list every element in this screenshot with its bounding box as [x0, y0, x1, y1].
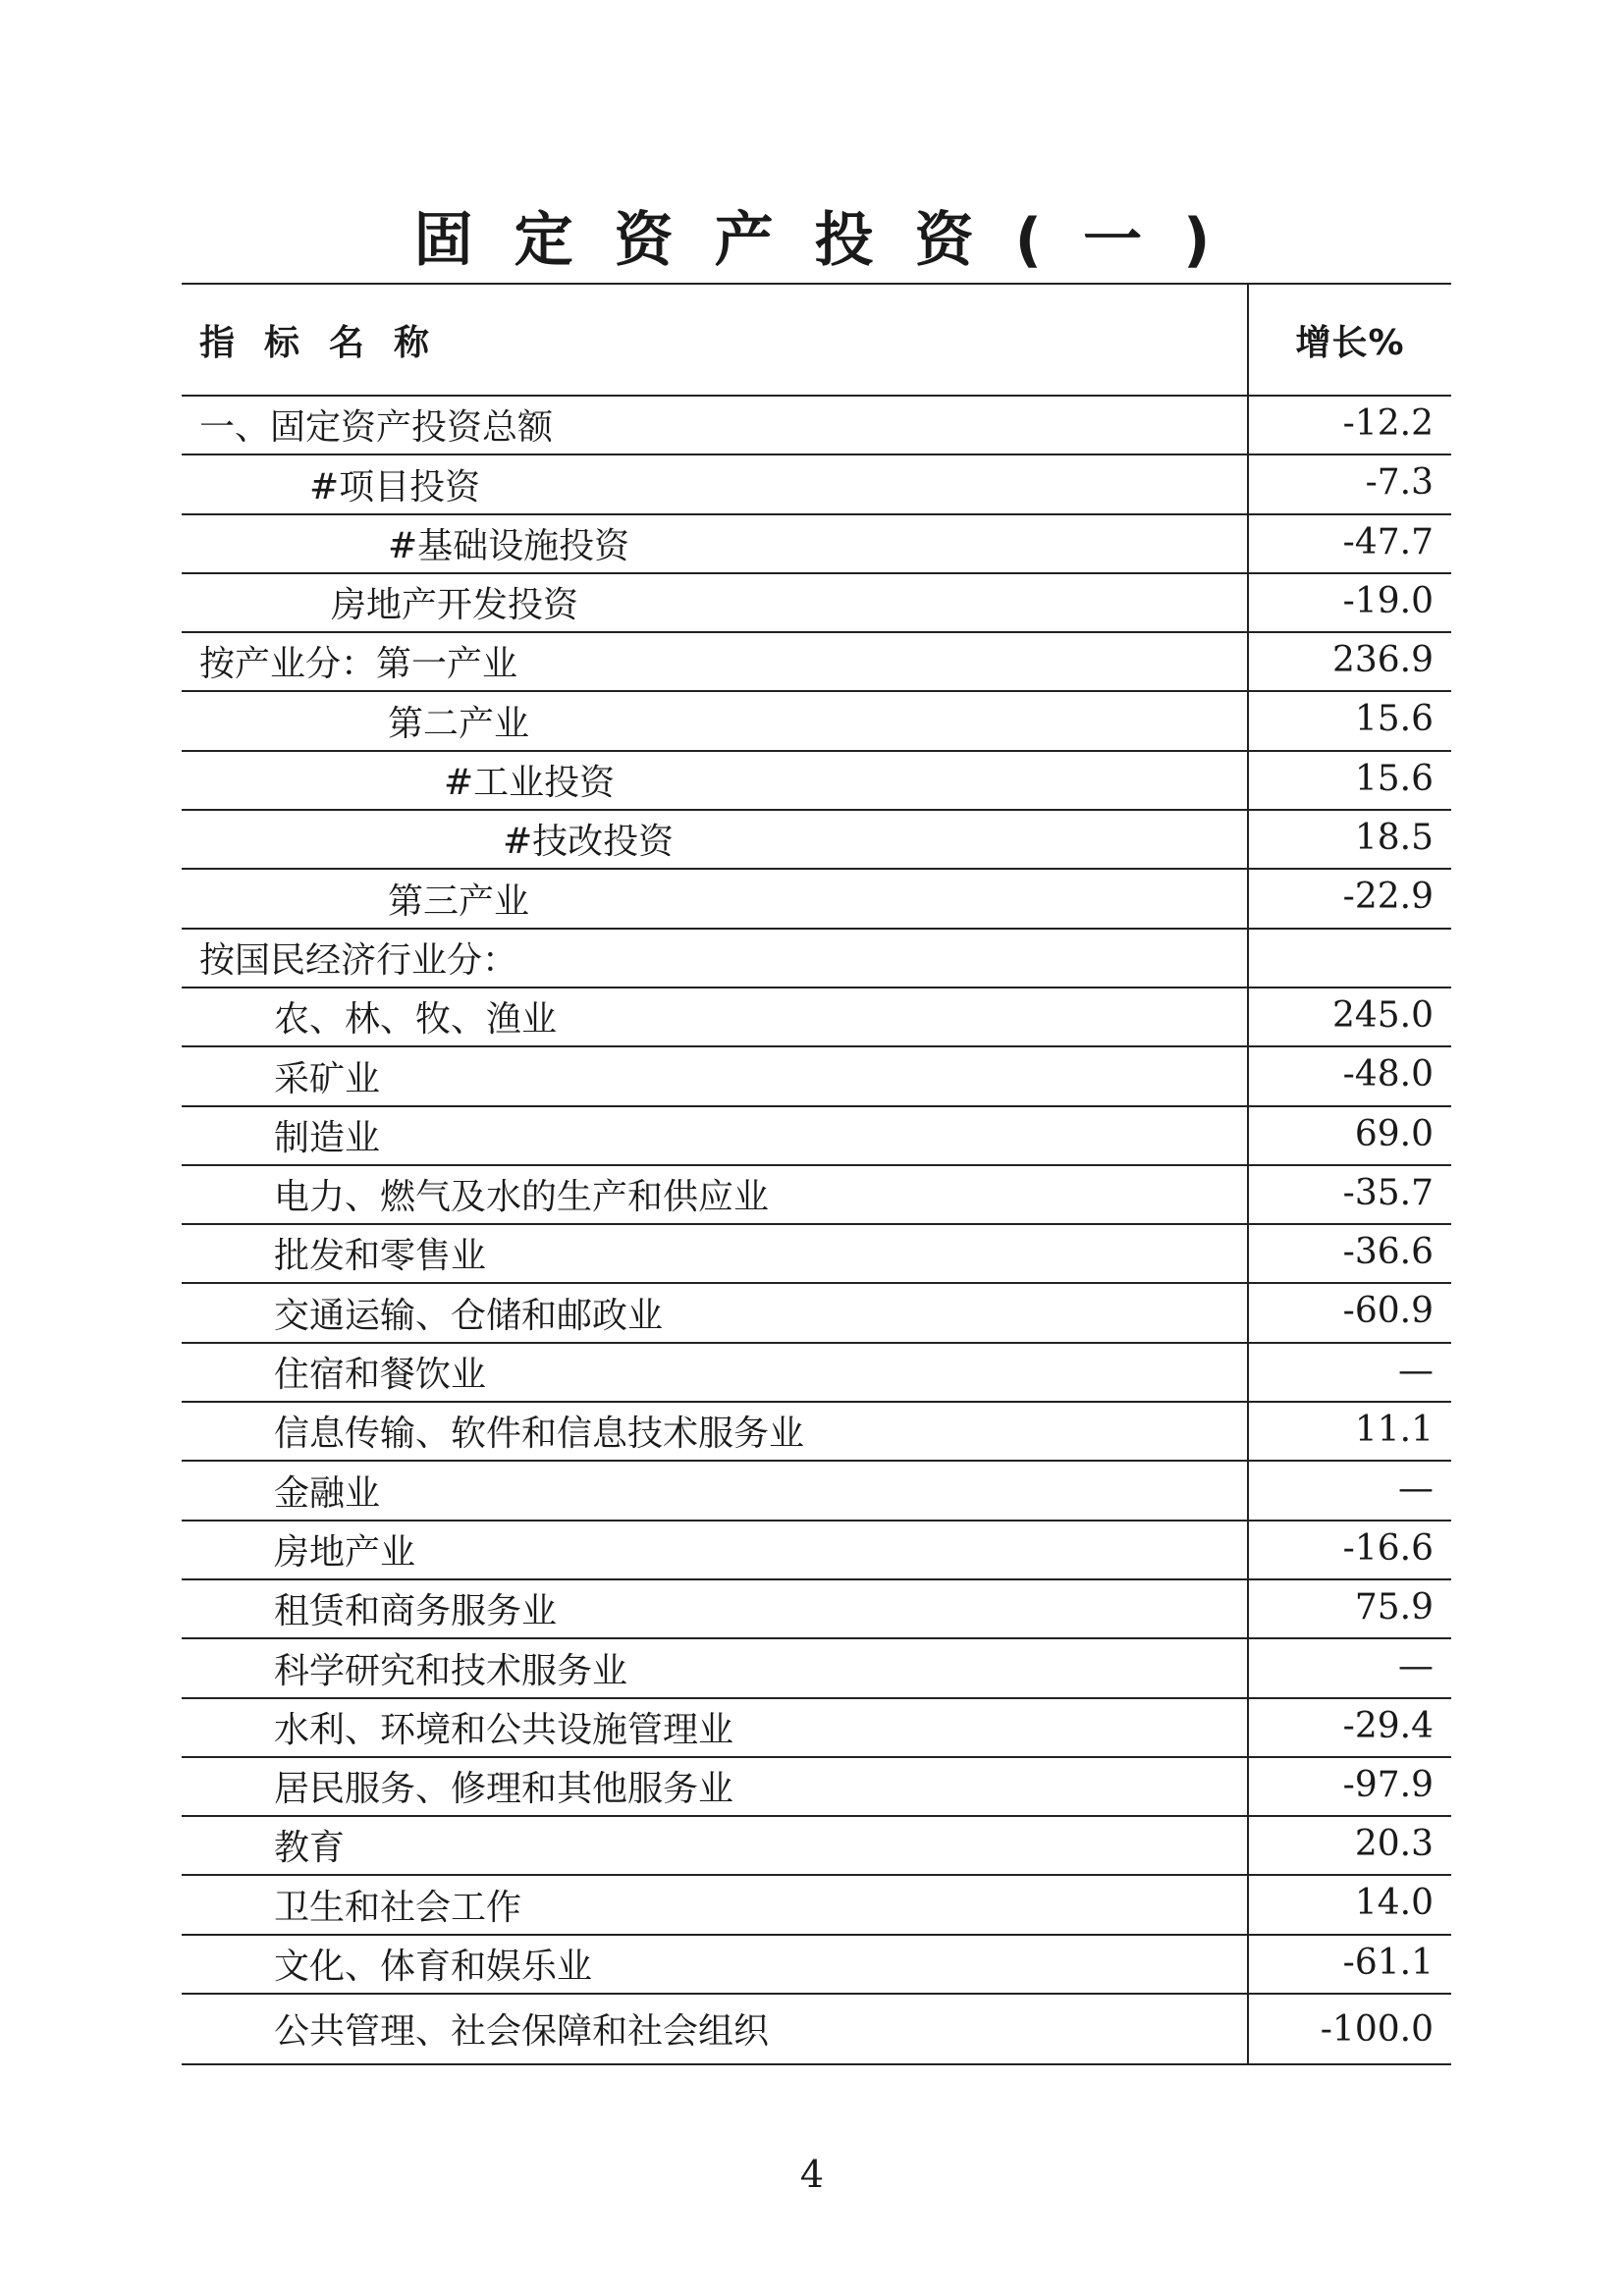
- row-growth-value: -29.4: [1248, 1698, 1451, 1757]
- page-title: 固定资产投资(一): [413, 206, 1252, 275]
- table-row: [182, 1224, 1451, 1283]
- row-growth-value: -97.9: [1248, 1757, 1451, 1816]
- table-row: [182, 988, 1451, 1046]
- row-growth-value: 20.3: [1248, 1816, 1451, 1875]
- table-row: [182, 1343, 1451, 1402]
- row-label: 按产业分：第一产业: [182, 632, 1248, 691]
- table-row: [182, 1935, 1451, 1994]
- table-row: [182, 514, 1451, 573]
- row-label: 信息传输、软件和信息技术服务业: [182, 1402, 1248, 1461]
- table-row: [182, 632, 1451, 691]
- row-label: 农、林、牧、渔业: [182, 988, 1248, 1046]
- row-growth-value: 18.5: [1248, 810, 1451, 869]
- row-label: #技改投资: [182, 810, 1248, 869]
- row-growth-value: -36.6: [1248, 1224, 1451, 1283]
- row-label: #基础设施投资: [182, 514, 1248, 573]
- row-label: 公共管理、社会保障和社会组织: [182, 1994, 1248, 2064]
- row-growth-value: -7.3: [1248, 454, 1451, 513]
- row-label: 制造业: [182, 1106, 1248, 1165]
- row-label: 居民服务、修理和其他服务业: [182, 1757, 1248, 1816]
- row-growth-value: 11.1: [1248, 1402, 1451, 1461]
- table-row: [182, 1402, 1451, 1461]
- table-row: [182, 751, 1451, 810]
- table-row: [182, 1638, 1451, 1697]
- row-label: 第三产业: [182, 869, 1248, 928]
- row-label: 住宿和餐饮业: [182, 1343, 1248, 1402]
- row-growth-value: 14.0: [1248, 1875, 1451, 1934]
- row-growth-value: 236.9: [1248, 632, 1451, 691]
- table-row: [182, 396, 1451, 454]
- row-label: 卫生和社会工作: [182, 1875, 1248, 1934]
- row-label: #工业投资: [182, 751, 1248, 810]
- page-number: 4: [799, 2153, 825, 2196]
- investment-table: [182, 283, 1451, 2065]
- row-label: 批发和零售业: [182, 1224, 1248, 1283]
- row-label: 文化、体育和娱乐业: [182, 1935, 1248, 1994]
- table-row: [182, 1106, 1451, 1165]
- row-growth-value: 15.6: [1248, 751, 1451, 810]
- row-growth-value: -35.7: [1248, 1165, 1451, 1224]
- row-growth-value: [1248, 929, 1451, 988]
- row-growth-value: -16.6: [1248, 1521, 1451, 1579]
- table-row: [182, 1757, 1451, 1816]
- table-row: [182, 1283, 1451, 1342]
- row-growth-value: —: [1248, 1343, 1451, 1402]
- row-growth-value: -100.0: [1248, 1994, 1451, 2064]
- row-growth-value: -60.9: [1248, 1283, 1451, 1342]
- table-row: [182, 1461, 1451, 1520]
- table-row: [182, 454, 1451, 513]
- table-row: [182, 573, 1451, 632]
- row-label: 按国民经济行业分：: [182, 929, 1248, 988]
- row-label: 交通运输、仓储和邮政业: [182, 1283, 1248, 1342]
- row-growth-value: —: [1248, 1461, 1451, 1520]
- row-growth-value: -61.1: [1248, 1935, 1451, 1994]
- row-growth-value: —: [1248, 1638, 1451, 1697]
- table-row: [182, 691, 1451, 750]
- table-row: [182, 1579, 1451, 1638]
- row-growth-value: 69.0: [1248, 1106, 1451, 1165]
- row-label: 房地产开发投资: [182, 573, 1248, 632]
- row-label: #项目投资: [182, 454, 1248, 513]
- table-header-row: [182, 284, 1451, 396]
- table-row: [182, 810, 1451, 869]
- row-growth-value: -12.2: [1248, 396, 1451, 454]
- row-growth-value: -48.0: [1248, 1046, 1451, 1105]
- row-label: 第二产业: [182, 691, 1248, 750]
- table-row: [182, 1165, 1451, 1224]
- row-label: 一、固定资产投资总额: [182, 396, 1248, 454]
- row-label: 金融业: [182, 1461, 1248, 1520]
- row-growth-value: -22.9: [1248, 869, 1451, 928]
- table-row: [182, 1046, 1451, 1105]
- table-row: [182, 869, 1451, 928]
- row-growth-value: -47.7: [1248, 514, 1451, 573]
- table-row: [182, 1816, 1451, 1875]
- row-label: 科学研究和技术服务业: [182, 1638, 1248, 1697]
- row-growth-value: 75.9: [1248, 1579, 1451, 1638]
- header-indicator-name: 指标名称: [182, 284, 1248, 396]
- row-label: 租赁和商务服务业: [182, 1579, 1248, 1638]
- table-body: [182, 396, 1451, 2064]
- row-growth-value: -19.0: [1248, 573, 1451, 632]
- row-label: 房地产业: [182, 1521, 1248, 1579]
- table-row: [182, 1875, 1451, 1934]
- row-label: 电力、燃气及水的生产和供应业: [182, 1165, 1248, 1224]
- row-label: 教育: [182, 1816, 1248, 1875]
- row-growth-value: 15.6: [1248, 691, 1451, 750]
- row-label: 采矿业: [182, 1046, 1248, 1105]
- table-row: [182, 1994, 1451, 2064]
- header-growth-percent: 增长%: [1248, 284, 1451, 396]
- table-row: [182, 1698, 1451, 1757]
- row-label: 水利、环境和公共设施管理业: [182, 1698, 1248, 1757]
- row-growth-value: 245.0: [1248, 988, 1451, 1046]
- table-row: [182, 1521, 1451, 1579]
- table-row: [182, 929, 1451, 988]
